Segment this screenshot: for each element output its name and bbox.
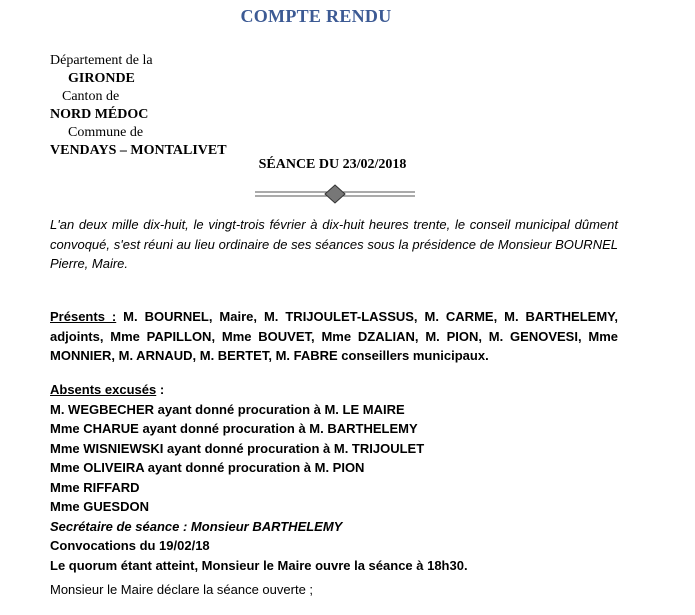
ouverture-line: Monsieur le Maire déclare la séance ouverte ; [50,582,314,597]
secretaire-line: Secrétaire de séance : Monsieur BARTHELEMY [50,518,343,534]
departement-name: GIRONDE [68,71,135,86]
absents-section: Absents excusés : M. WEGBECHER ayant donné procuration à M. LE MAIRE Mme CHARUE ayant donné procuration à M. BARTHELEMY Mme WISNIEWSKI ayant donné procuration à M. TRIJOULET Mme OLIVEIRA ayant donné procuration à M. PION Mme RIFFARD Mme GUESDON Secrétaire de séance : Monsieur BARTHELEMY Convocations du 19/02/18 Le quorum étant atteint, Monsieur le Maire ouvre la séance à 18h30. [50,380,618,575]
divider-ornament [255,184,415,204]
presents-list: M. BOURNEL, Maire, M. TRIJOULET-LASSUS, M. CARME, M. BARTHELEMY, adjoints, Mme PAPILLON, Mme BOUVET, Mme DZALIAN, M. PION, M. GENOVESI, Mme MONNIER, M. ARNAUD, M. BERTET, M. FABRE conseillers municipaux. [50,309,618,363]
absent-item: Mme RIFFARD [50,479,140,495]
document-title: COMPTE RENDU [240,6,392,26]
canton-label: Canton de [62,89,120,104]
commune-label: Commune de [68,125,144,140]
absent-item: Mme WISNIEWSKI ayant donné procuration à M. TRIJOULET [50,440,425,456]
convocations-line: Convocations du 19/02/18 [50,538,210,553]
absent-item: Mme CHARUE ayant donné procuration à M. BARTHELEMY [50,421,418,436]
presents-paragraph [50,307,618,366]
intro-paragraph: L'an deux mille dix-huit, le vingt-trois février à dix-huit heures trente, le conseil municipal dûment convoqué, s'est réuni au lieu ordinaire de ses séances sous la présidence de Monsieur BOURNEL Pierre, Maire. [50,217,618,271]
seance-date: SÉANCE DU 23/02/2018 [258,157,407,172]
absent-item: M. WEGBECHER ayant donné procuration à M. LE MAIRE [50,401,405,417]
absents-label: Absents excusés [50,382,157,397]
absent-item: Mme OLIVEIRA ayant donné procuration à M. PION [50,460,365,475]
absent-item: Mme GUESDON [50,499,149,514]
commune-name: VENDAYS – MONTALIVET [50,143,227,158]
presents-label: Présents : [50,309,117,324]
canton-name: NORD MÉDOC [50,107,149,122]
departement-label: Département de la [50,53,153,68]
quorum-line: Le quorum étant atteint, Monsieur le Maire ouvre la séance à 18h30. [50,557,468,573]
